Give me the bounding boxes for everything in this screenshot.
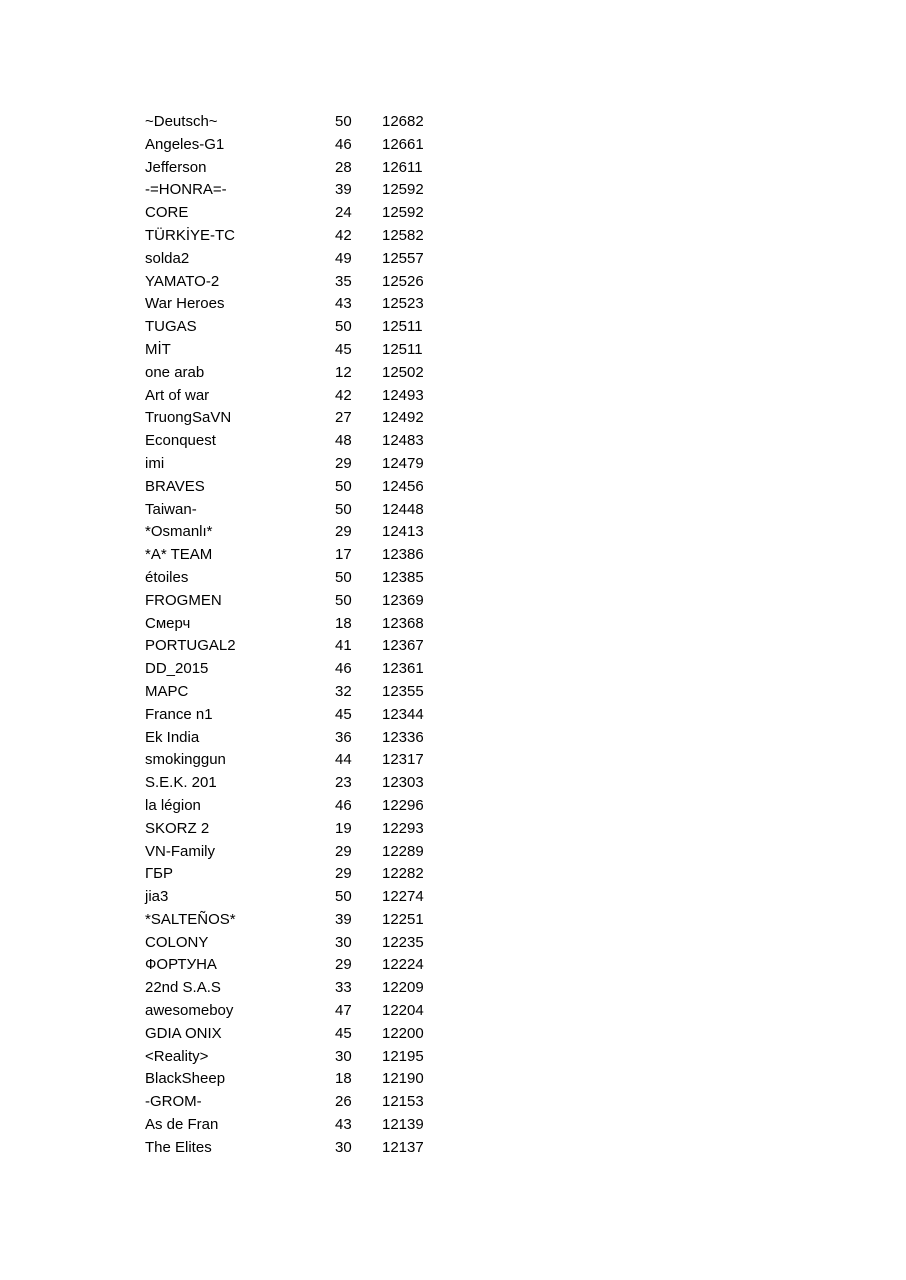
member-count-cell: 29 [335,523,352,541]
table-row [145,635,445,658]
clan-name-cell: -GROM- [145,1093,202,1111]
table-row [145,1068,445,1091]
table-row [145,772,445,795]
clan-name-cell: COLONY [145,933,209,951]
clan-name-cell: imi [145,454,165,472]
clan-name-cell: Смерч [145,614,191,632]
member-count-cell: 49 [335,249,352,267]
score-cell: 12224 [382,956,424,974]
score-cell: 12355 [382,682,424,700]
member-count-cell: 50 [335,591,352,609]
score-cell: 12592 [382,204,424,222]
clan-name-cell: ГБР [145,865,173,883]
clan-name-cell: BRAVES [145,477,205,495]
score-cell: 12502 [382,363,424,381]
score-cell: 12661 [382,135,424,153]
member-count-cell: 23 [335,774,352,792]
table-row [145,339,445,362]
member-count-cell: 18 [335,1070,352,1088]
table-row [145,521,445,544]
score-cell: 12336 [382,728,424,746]
member-count-cell: 45 [335,340,352,358]
clan-name-cell: ФОРТУНА [145,956,217,974]
table-row [145,1114,445,1137]
score-cell: 12137 [382,1138,424,1156]
member-count-cell: 47 [335,1002,352,1020]
table-row [145,841,445,864]
member-count-cell: 39 [335,181,352,199]
table-row [145,727,445,750]
score-cell: 12511 [382,318,423,336]
member-count-cell: 39 [335,910,352,928]
score-cell: 12511 [382,340,423,358]
score-cell: 12361 [382,660,424,678]
score-cell: 12523 [382,295,424,313]
clan-name-cell: Econquest [145,432,216,450]
table-row [145,932,445,955]
member-count-cell: 12 [335,363,352,381]
score-cell: 12368 [382,614,424,632]
clan-name-cell: awesomeboy [145,1002,234,1020]
table-row [145,954,445,977]
table-row [145,818,445,841]
score-cell: 12492 [382,409,424,427]
clan-name-cell: étoiles [145,568,189,586]
table-row [145,590,445,613]
member-count-cell: 29 [335,865,352,883]
table-row [145,362,445,385]
member-count-cell: 45 [335,1024,352,1042]
score-cell: 12483 [382,432,424,450]
clan-name-cell: solda2 [145,249,190,267]
member-count-cell: 46 [335,135,352,153]
score-cell: 12456 [382,477,424,495]
table-row [145,385,445,408]
table-row [145,613,445,636]
member-count-cell: 29 [335,956,352,974]
clan-name-cell: CORE [145,204,189,222]
clan-name-cell: As de Fran [145,1116,219,1134]
table-row [145,681,445,704]
clan-name-cell: TUGAS [145,318,197,336]
member-count-cell: 42 [335,386,352,404]
score-cell: 12282 [382,865,424,883]
clan-name-cell: PORTUGAL2 [145,637,236,655]
clan-name-cell: jia3 [145,888,169,906]
score-cell: 12317 [382,751,424,769]
table-row [145,271,445,294]
clan-name-cell: ~Deutsch~ [145,113,218,130]
clan-name-cell: SKORZ 2 [145,819,210,837]
clan-name-cell: <Reality> [145,1047,209,1065]
member-count-cell: 30 [335,1138,352,1156]
score-cell: 12293 [382,819,424,837]
clan-name-cell: FROGMEN [145,591,222,609]
clan-name-cell: S.E.K. 201 [145,774,217,792]
clan-name-cell: TÜRKİYE-TC [145,226,235,244]
table-row [145,567,445,590]
clan-name-cell: GDIA ONIX [145,1024,222,1042]
member-count-cell: 29 [335,842,352,860]
score-cell: 12592 [382,181,424,199]
table-row [145,202,445,225]
score-cell: 12139 [382,1116,424,1134]
score-cell: 12557 [382,249,424,267]
member-count-cell: 30 [335,933,352,951]
clan-name-cell: one arab [145,363,205,381]
member-count-cell: 18 [335,614,352,632]
score-cell: 12296 [382,796,424,814]
clan-name-cell: Taiwan- [145,500,197,518]
score-cell: 12611 [382,158,423,176]
table-row [145,293,445,316]
table-row [145,863,445,886]
clan-name-cell: Jefferson [145,158,207,176]
member-count-cell: 43 [335,1116,352,1134]
table-row [145,157,445,180]
member-count-cell: 46 [335,796,352,814]
clan-name-cell: VN-Family [145,842,215,860]
table-row [145,749,445,772]
table-row [145,407,445,430]
clan-name-cell: YAMATO-2 [145,272,220,290]
clan-name-cell: War Heroes [145,295,225,313]
clan-name-cell: DD_2015 [145,660,209,678]
table-row [145,909,445,932]
table-row [145,977,445,1000]
member-count-cell: 42 [335,226,352,244]
member-count-cell: 48 [335,432,352,450]
table-row [145,430,445,453]
score-cell: 12190 [382,1070,424,1088]
member-count-cell: 50 [335,568,352,586]
score-cell: 12303 [382,774,424,792]
table-row [145,1023,445,1046]
clan-name-cell: BlackSheep [145,1070,226,1088]
clan-name-cell: 22nd S.A.S [145,979,221,997]
member-count-cell: 44 [335,751,352,769]
member-count-cell: 28 [335,158,352,176]
table-row [145,134,445,157]
clan-name-cell: *SALTEÑOS* [145,910,236,928]
score-cell: 12386 [382,546,424,564]
score-cell: 12385 [382,568,424,586]
member-count-cell: 41 [335,637,352,655]
score-cell: 12235 [382,933,424,951]
score-cell: 12526 [382,272,424,290]
member-count-cell: 33 [335,979,352,997]
table-row [145,248,445,271]
clan-name-cell: la légion [145,796,201,814]
member-count-cell: 43 [335,295,352,313]
clan-name-cell: MİT [145,340,171,358]
table-row [145,1000,445,1023]
score-cell: 12479 [382,454,424,472]
score-cell: 12493 [382,386,424,404]
member-count-cell: 50 [335,888,352,906]
table-row [145,886,445,909]
score-cell: 12367 [382,637,424,655]
score-cell: 12200 [382,1024,424,1042]
member-count-cell: 50 [335,477,352,495]
clan-ranking-table [145,111,445,1160]
table-row [145,179,445,202]
score-cell: 12369 [382,591,424,609]
table-row [145,225,445,248]
member-count-cell: 17 [335,546,352,564]
table-row [145,499,445,522]
table-row [145,1091,445,1114]
member-count-cell: 36 [335,728,352,746]
table-row [145,1046,445,1069]
table-row [145,476,445,499]
member-count-cell: 29 [335,454,352,472]
member-count-cell: 45 [335,705,352,723]
member-count-cell: 32 [335,682,352,700]
table-row [145,111,445,134]
member-count-cell: 30 [335,1047,352,1065]
clan-name-cell: MAPC [145,682,189,700]
clan-name-cell: Art of war [145,386,210,404]
member-count-cell: 50 [335,500,352,518]
table-row [145,704,445,727]
member-count-cell: 24 [335,204,352,222]
score-cell: 12204 [382,1002,424,1020]
score-cell: 12344 [382,705,424,723]
score-cell: 12448 [382,500,424,518]
member-count-cell: 50 [335,318,352,336]
table-row [145,544,445,567]
clan-name-cell: smokinggun [145,751,226,769]
clan-name-cell: France n1 [145,705,213,723]
score-cell: 12153 [382,1093,424,1111]
score-cell: 12582 [382,226,424,244]
table-row [145,658,445,681]
table-row [145,453,445,476]
score-cell: 12209 [382,979,424,997]
clan-name-cell: TruongSaVN [145,409,232,427]
member-count-cell: 19 [335,819,352,837]
table-row [145,1137,445,1160]
member-count-cell: 50 [335,113,352,130]
score-cell: 12251 [382,910,424,928]
clan-name-cell: Angeles-G1 [145,135,225,153]
table-row [145,316,445,339]
clan-name-cell: Ek India [145,728,200,746]
score-cell: 12682 [382,113,424,130]
score-cell: 12289 [382,842,424,860]
member-count-cell: 35 [335,272,352,290]
member-count-cell: 27 [335,409,352,427]
clan-name-cell: -=HONRA=- [145,181,227,199]
clan-name-cell: *Osmanlı* [145,523,213,541]
score-cell: 12274 [382,888,424,906]
clan-name-cell: The Elites [145,1138,212,1156]
member-count-cell: 46 [335,660,352,678]
table-row [145,795,445,818]
clan-name-cell: *A* TEAM [145,546,213,564]
score-cell: 12195 [382,1047,424,1065]
score-cell: 12413 [382,523,424,541]
member-count-cell: 26 [335,1093,352,1111]
